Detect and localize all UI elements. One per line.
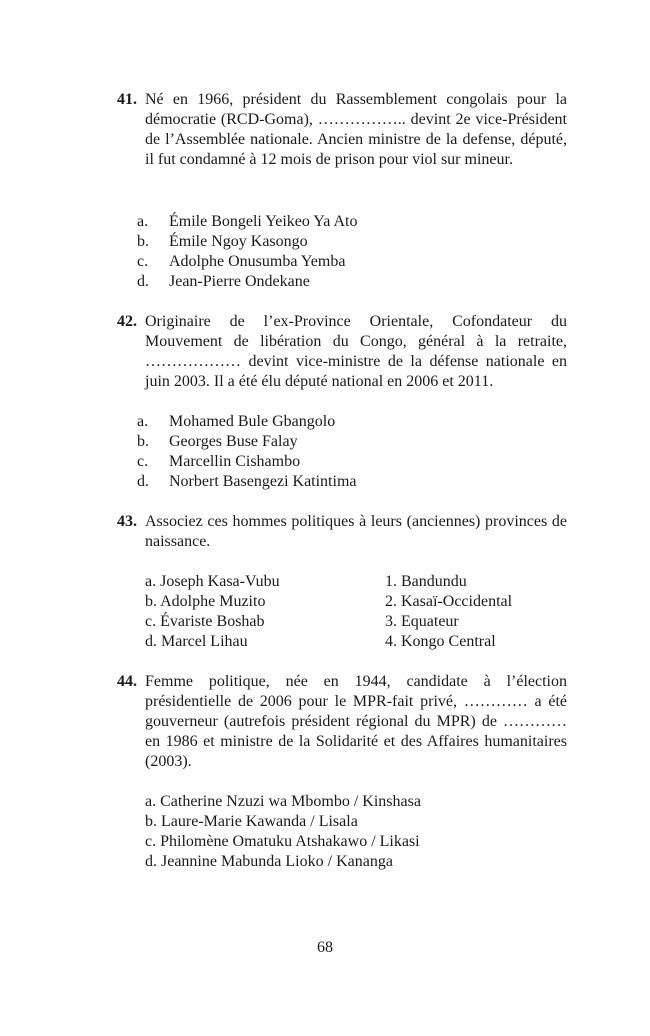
- option-a: a. Catherine Nzuzi wa Mbombo / Kinshasa: [145, 793, 421, 810]
- question-number: 42.: [117, 313, 137, 330]
- option-a: a. Mohamed Bule Gbangolo: [137, 413, 336, 430]
- option-a: a. Émile Bongeli Yeikeo Ya Ato: [137, 213, 358, 230]
- question-42: [117, 312, 567, 392]
- question-43: [117, 512, 567, 552]
- options-41: [137, 212, 357, 292]
- options-42: [137, 412, 357, 492]
- page-number: 68: [317, 939, 333, 956]
- question-text: Femme politique, née en 1944, candidate à l’élection présidentielle de 2006 pour le MPR-fait privé, ………… a été gouverneur (autrefois président régional du MPR) de ………… en 1986 et ministre de la Solidarité et des Affaires humanitaires (2003).: [145, 673, 567, 770]
- option-c: c. Adolphe Onusumba Yemba: [137, 253, 346, 270]
- question-text: Né en 1966, président du Rassemblement congolais pour la démocratie (RCD-Goma), …………….. devint 2e vice-Président de l’Assemblée nationale. Ancien ministre de la defense, député, il fut condamné à 12 mois de prison pour viol sur mineur.: [145, 91, 567, 168]
- option-b: b. Émile Ngoy Kasongo: [137, 233, 308, 250]
- option-b: b. Laure-Marie Kawanda / Lisala: [145, 813, 358, 830]
- question-number: 44.: [117, 673, 137, 690]
- question-text: Associez ces hommes politiques à leurs (anciennes) provinces de naissance.: [145, 513, 567, 550]
- option-b: b. Georges Buse Falay: [137, 433, 298, 450]
- question-number: 41.: [117, 91, 137, 108]
- option-d: d. Jeannine Mabunda Lioko / Kananga: [145, 853, 393, 870]
- options-44: [145, 792, 421, 872]
- question-text: Originaire de l’ex-Province Orientale, Cofondateur du Mouvement de libération du Congo, général à la retraite, ……………… devint vice-ministre de la défense nationale en juin 2003. Il a été élu député national en 2006 et 2011.: [145, 313, 567, 390]
- option-c: c. Philomène Omatuku Atshakawo / Likasi: [145, 833, 420, 850]
- option-d: d. Norbert Basengezi Katintima: [137, 473, 357, 490]
- question-41: [117, 90, 567, 170]
- question-44: [117, 672, 567, 772]
- pair-row: c. Évariste Boshab 3. Equateur: [145, 613, 459, 630]
- matching-pairs-43: [145, 572, 513, 652]
- option-c: c. Marcellin Cishambo: [137, 453, 301, 470]
- question-number: 43.: [117, 513, 137, 530]
- pair-row: a. Joseph Kasa-Vubu 1. Bandundu: [145, 573, 467, 590]
- pair-row: b. Adolphe Muzito 2. Kasaï-Occidental: [145, 593, 513, 610]
- pair-row: d. Marcel Lihau 4. Kongo Central: [145, 633, 496, 650]
- option-d: d. Jean-Pierre Ondekane: [137, 273, 310, 290]
